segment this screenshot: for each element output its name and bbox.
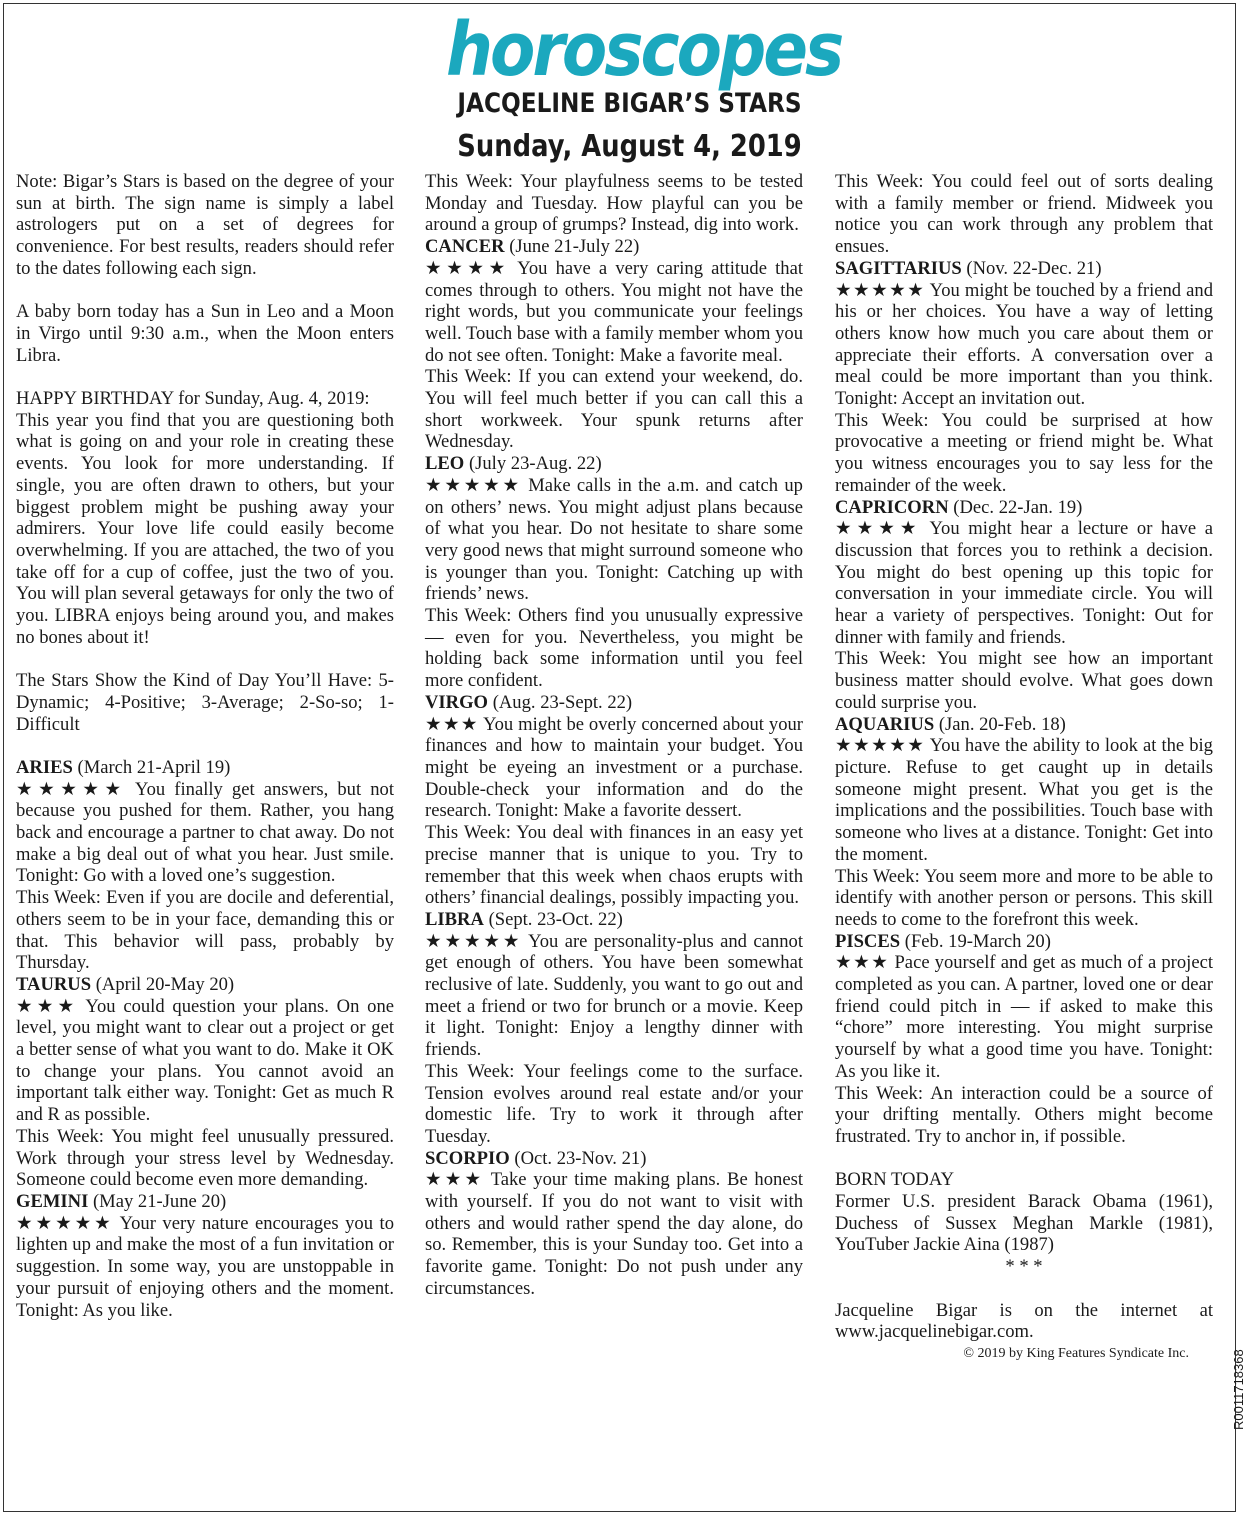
daily-text: Pace yourself and get as much of a project completed as you can. A partner, loved one or dear friend could pitch in — if asked to make this “chore” more interesting. You might surprise yourself by what a good time you have. Tonight: As you like it.	[835, 952, 1213, 1082]
sign-dates: (July 23-Aug. 22)	[468, 453, 602, 475]
sign-name: PISCES	[835, 930, 901, 952]
daily-text: You have the ability to look at the big picture. Refuse to get caught up in details someone might present. What you get is the implications and the possibilities. Touch base with someone who lives at a distance. Tonight: Get into the moment.	[835, 735, 1213, 865]
sign-name: LEO	[425, 453, 465, 475]
star-rating: ★★★	[425, 713, 479, 735]
star-rating: ★★★★★	[425, 474, 522, 496]
sign-entry-aries	[16, 757, 394, 974]
sign-dates: (Dec. 22-Jan. 19)	[953, 496, 1083, 518]
sign-entry-pisces	[835, 931, 1213, 1148]
sign-entry-libra	[425, 909, 803, 1148]
intro-note: Note: Bigar’s Stars is based on the degree of your sun at birth. The sign name is simply a label astrologers put on a set of degrees for convenience. For best results, readers should refer to the dates following each sign.	[16, 171, 394, 279]
week-text: This Week: Others find you unusually expressive — even for you. Nevertheless, you might be holding back some information until you feel more confident.	[425, 605, 803, 692]
ad-code: R0011718368	[1231, 1349, 1246, 1430]
daily-text: You might hear a lecture or have a discussion that forces you to rethink a decision. You might do best opening up this topic for conversation in your immediate circle. You will hear a variety of perspectives. Tonight: Out for dinner with family and friends.	[835, 518, 1213, 648]
sign-entry-aquarius	[835, 714, 1213, 931]
column-1	[16, 171, 394, 1321]
sign-dates: (May 21-June 20)	[92, 1190, 227, 1212]
horoscopes-logo: horoscopes	[446, 6, 842, 93]
week-text: This Week: You deal with finances in an easy yet precise manner that is unique to you. Try to remember that this week when chaos erupts with others’ financial dealings, possibly impacting you.	[425, 822, 803, 909]
daily-text: You finally get answers, but not because you pushed for them. Rather, you hang back and encourage a partner to chat away. Do not make a big deal out of what you hear. Just smile. Tonight: Go with a loved one’s suggestion.	[16, 778, 394, 887]
daily-text: Your very nature encourages you to lighten up and make the most of a fun invitation or suggestion. In some way, you are unstoppable in your pursuit of enjoying others and the moment. Tonight: As you like.	[16, 1212, 394, 1321]
star-rating: ★★★	[16, 995, 79, 1017]
sign-dates: (June 21-July 22)	[509, 236, 640, 258]
daily-text: You might be overly concerned about your finances and how to maintain your budget. You might be eyeing an investment or a purchase. Double-check your information and do the research. Tonight: Make a favorite dessert.	[425, 713, 803, 822]
birthday-text: This year you find that you are questioning both what is going on and your role in creating these events. You look for more understanding. If single, you are often drawn to others, but your biggest problem might be pushing away your admirers. Your love life could easily become overwhelming. If you are attached, the two of you take off for a cup of coffee, just the two of you. You will plan several getaways for only the two of you. LIBRA enjoys being around you, and makes no bones about it!	[16, 409, 394, 648]
star-rating: ★★★★★	[425, 930, 523, 952]
daily-text: Make calls in the a.m. and catch up on others’ news. You might adjust plans because of what you hear. Do not hesitate to share some very good news that might surround someone who is younger than you. Tonight: Catching up with friends’ news.	[425, 474, 803, 605]
born-today-heading: BORN TODAY	[835, 1169, 954, 1191]
daily-text: You are personality-plus and cannot get enough of others. You have been somewhat reclusive of late. Suddenly, you want to go out and meet a friend or two for brunch or a movie. Keep it light. Tonight: Enjoy a lengthy dinner with friends.	[425, 930, 803, 1061]
baby-born-today: A baby born today has a Sun in Leo and a Moon in Virgo until 9:30 a.m., when the Moon enters Libra.	[16, 301, 394, 366]
sign-name: GEMINI	[16, 1190, 89, 1212]
sign-entry-scorpio	[425, 1148, 803, 1300]
sign-entry-virgo	[425, 692, 803, 909]
sign-name: AQUARIUS	[835, 713, 935, 735]
born-today-text: Former U.S. president Barack Obama (1961), Duchess of Sussex Meghan Markle (1981), YouTuber Jackie Aina (1987)	[835, 1191, 1213, 1256]
week-text: This Week: You might feel unusually pressured. Work through your stress level by Wednesday. Someone could become even more demanding.	[16, 1125, 394, 1191]
sign-dates: (March 21-April 19)	[77, 756, 231, 778]
week-text-scorpio: This Week: You could feel out of sorts dealing with a family member or friend. Midweek you notice you can work through any problem that ensues.	[835, 171, 1213, 258]
star-rating: ★★★	[425, 1169, 485, 1191]
sign-name: CANCER	[425, 236, 505, 258]
sign-dates: (Feb. 19-March 20)	[904, 930, 1051, 952]
stars-key: The Stars Show the Kind of Day You’ll Have: 5-Dynamic; 4-Positive; 3-Average; 2-So-so; 1-Difficult	[16, 670, 394, 735]
week-text: This Week: Your feelings come to the surface. Tension evolves around real estate and/or your domestic life. Try to work it through after Tuesday.	[425, 1060, 803, 1147]
sign-entry-capricorn	[835, 497, 1213, 714]
week-text: This Week: You seem more and more to be able to identify with another person or persons. This skill needs to come to the forefront this week.	[835, 865, 1213, 930]
star-rating: ★★★★★	[16, 1212, 114, 1234]
week-text: This Week: An interaction could be a source of your drifting mentally. Others might become frustrated. Try to anchor in, if possible.	[835, 1082, 1213, 1147]
week-text: This Week: You could be surprised at how provocative a meeting or friend might be. What you witness encourages you to say less for the remainder of the week.	[835, 409, 1213, 496]
sign-dates: (Nov. 22-Dec. 21)	[966, 257, 1102, 279]
daily-text: Take your time making plans. Be honest with yourself. If you do not want to visit with others and would rather spend the day alone, do so. Remember, this is your Sunday too. Get into a favorite game. Tonight: Do not push under any circumstances.	[425, 1169, 803, 1299]
publication-date: Sunday, August 4, 2019	[457, 129, 802, 164]
column-3	[835, 171, 1213, 1365]
copyright-notice: © 2019 by King Features Syndicate Inc.	[963, 1345, 1189, 1361]
week-text: This Week: If you can extend your weekend, do. You will feel much better if you can call this a short workweek. Your spunk returns after Wednesday.	[425, 366, 803, 453]
sign-dates: (Oct. 23-Nov. 21)	[514, 1147, 647, 1169]
week-text: This Week: You might see how an important business matter should evolve. What goes down could surprise you.	[835, 648, 1213, 713]
sign-dates: (Sept. 23-Oct. 22)	[488, 908, 623, 930]
sign-entry-leo	[425, 453, 803, 692]
week-text: This Week: Even if you are docile and deferential, others seem to be in your face, demanding this or that. This behavior will pass, probably by Thursday.	[16, 887, 394, 974]
birthday-heading: HAPPY BIRTHDAY for Sunday, Aug. 4, 2019:	[16, 388, 370, 409]
star-rating: ★★★★★	[835, 735, 926, 757]
daily-text: You have a very caring attitude that comes through to others. You might not have the right words, but you communicate your feelings well. Touch base with a family member whom you do not see often. Tonight: Make a favorite meal.	[425, 257, 804, 366]
sign-name: TAURUS	[16, 973, 92, 995]
sign-entry-sagittarius	[835, 258, 1213, 497]
sign-name: CAPRICORN	[835, 496, 949, 518]
section-separator: * * *	[1005, 1256, 1043, 1278]
sign-name: VIRGO	[425, 691, 489, 713]
daily-text: You could question your plans. On one level, you might want to clear out a project or get a better sense of what you want to do. Make it OK to change your plans. You cannot avoid an important talk either way. Tonight: Get as much R and R as possible.	[16, 995, 394, 1126]
star-rating: ★★★★	[835, 518, 922, 540]
sign-dates: (Aug. 23-Sept. 22)	[492, 691, 633, 713]
author-web-note: Jacqueline Bigar is on the internet at www.jacquelinebigar.com.	[835, 1299, 1213, 1343]
sign-dates: (April 20-May 20)	[95, 973, 235, 995]
sign-entry-cancer	[425, 236, 803, 453]
week-text-gemini: This Week: Your playfulness seems to be tested Monday and Tuesday. How playful can you be around a group of grumps? Instead, dig into work.	[425, 171, 803, 236]
star-rating: ★★★★★	[835, 279, 926, 301]
sign-entry-gemini	[16, 1191, 394, 1321]
sign-entry-taurus	[16, 974, 394, 1191]
sign-name: LIBRA	[425, 908, 484, 930]
star-rating: ★★★★	[425, 257, 510, 279]
star-rating: ★★★★★	[16, 778, 127, 800]
sign-name: SAGITTARIUS	[835, 257, 962, 279]
daily-text: You might be touched by a friend and his or her choices. You have a way of letting others know how much you care about them or appreciate their efforts. A conversation over a meal could be more important than you think. Tonight: Accept an invitation out.	[835, 279, 1213, 410]
sign-dates: (Jan. 20-Feb. 18)	[938, 713, 1066, 735]
column-byline: JACQELINE BIGAR’S STARS	[457, 88, 802, 119]
column-2	[425, 171, 803, 1300]
sign-name: SCORPIO	[425, 1147, 510, 1169]
sign-name: ARIES	[16, 756, 73, 778]
star-rating: ★★★	[835, 952, 890, 974]
